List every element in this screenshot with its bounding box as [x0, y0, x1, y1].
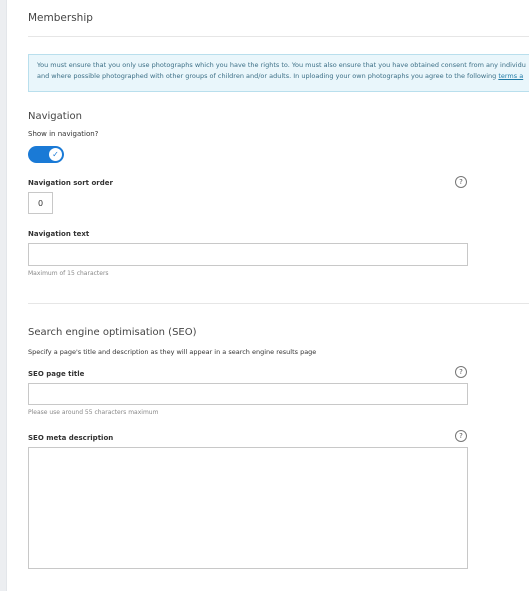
navigation-section-title: Navigation — [28, 111, 82, 122]
show-in-navigation-toggle[interactable] — [28, 146, 64, 163]
terms-link[interactable]: terms a — [498, 72, 524, 80]
seo-section-title: Search engine optimisation (SEO) — [28, 327, 197, 338]
notice-text-line2-body: and where possible photographed with other groups of children and/or adults. In uploading your own photographs you agree to the following — [37, 72, 499, 80]
show-in-navigation-label: Show in navigation? — [28, 130, 99, 138]
membership-heading: Membership — [28, 12, 93, 24]
seo-meta-description-textarea[interactable] — [28, 447, 468, 569]
navigation-sort-order-input[interactable] — [28, 192, 53, 214]
seo-page-title-label: SEO page title — [28, 370, 85, 378]
seo-meta-description-label: SEO meta description — [28, 434, 114, 442]
divider — [28, 36, 529, 37]
navigation-sort-order-label: Navigation sort order — [28, 179, 113, 187]
navigation-text-input[interactable] — [28, 243, 468, 266]
navigation-text-hint: Maximum of 15 characters — [28, 270, 109, 277]
divider — [28, 303, 529, 304]
seo-section-description: Specify a page's title and description as they will appear in a search engine results page — [28, 348, 317, 356]
help-icon[interactable]: ? — [455, 176, 467, 188]
help-icon[interactable]: ? — [455, 366, 467, 378]
notice-text-line1: You must ensure that you only use photographs which you have the rights to. You must also ensure that you have obtained consent from any individu — [37, 61, 526, 69]
notice-text-line2 — [37, 71, 529, 82]
help-icon[interactable]: ? — [455, 430, 467, 442]
seo-page-title-input[interactable] — [28, 383, 468, 405]
toggle-knob — [48, 147, 63, 162]
photo-rights-notice — [28, 54, 529, 92]
left-sidebar-edge — [0, 0, 7, 591]
check-icon: ✓ — [52, 150, 59, 159]
navigation-text-label: Navigation text — [28, 230, 90, 238]
seo-page-title-hint: Please use around 55 characters maximum — [28, 409, 159, 416]
